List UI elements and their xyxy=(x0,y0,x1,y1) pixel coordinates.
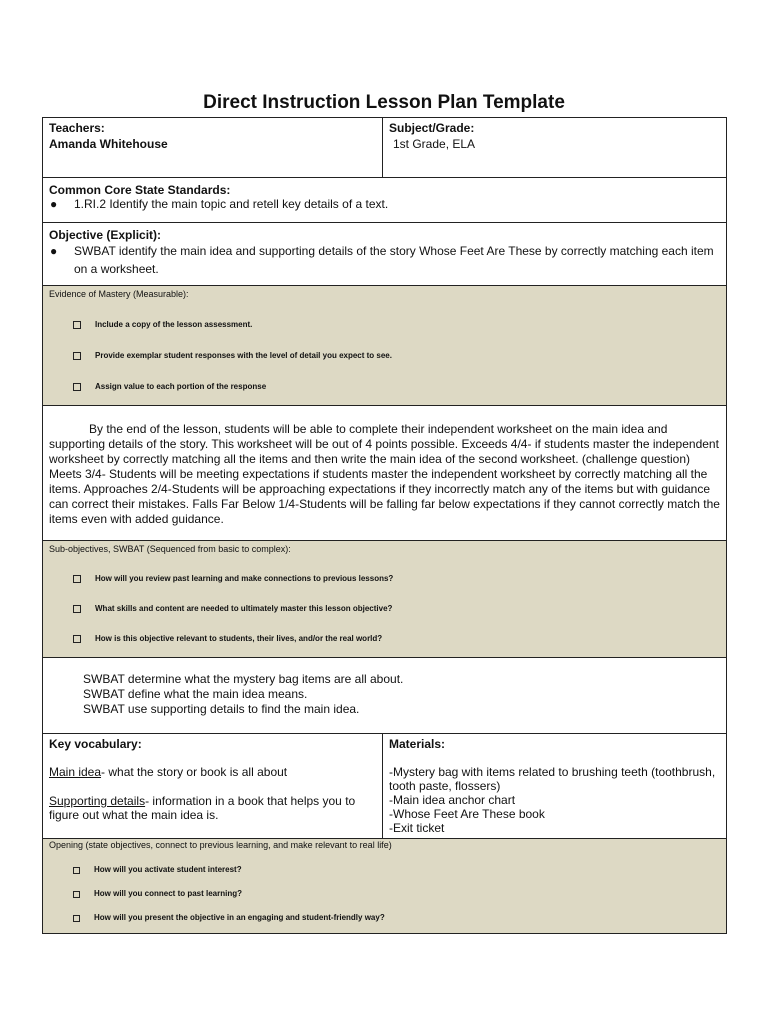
checkbox-icon xyxy=(73,605,81,613)
evidence-row xyxy=(43,286,727,406)
evidence-list xyxy=(49,309,720,402)
checkbox-icon xyxy=(73,352,81,360)
standards-bullet xyxy=(49,197,720,211)
list-item: Include a copy of the lesson assessment. xyxy=(73,309,720,340)
checkbox-icon xyxy=(73,891,80,898)
standards-item: 1.RI.2 Identify the main topic and retell key details of a text. xyxy=(74,197,389,211)
opening-row xyxy=(43,839,727,934)
vocab-materials-row xyxy=(43,734,727,839)
opening-label: Opening (state objectives, connect to previous learning, and make relevant to real life) xyxy=(49,840,392,850)
list-item: How will you connect to past learning? xyxy=(73,882,720,906)
list-item: Provide exemplar student responses with the level of detail you expect to see. xyxy=(73,340,720,371)
materials-item: -Exit ticket xyxy=(389,821,445,835)
swbat-line: SWBAT use supporting details to find the main idea. xyxy=(83,702,360,716)
standards-cell xyxy=(43,178,727,223)
opening-cell xyxy=(43,839,727,934)
swbat-row xyxy=(43,658,727,734)
lesson-plan-table xyxy=(42,117,727,934)
subject-value: 1st Grade, ELA xyxy=(393,137,476,151)
list-item: What skills and content are needed to ultimately master this lesson objective? xyxy=(73,594,720,624)
objective-label: Objective (Explicit): xyxy=(49,228,162,242)
bullet-icon: ● xyxy=(50,197,58,211)
list-item: How will you activate student interest? xyxy=(73,858,720,882)
vocabulary-entry-1 xyxy=(49,765,376,779)
teachers-row xyxy=(43,118,727,178)
subject-label: Subject/Grade: xyxy=(389,121,475,135)
subject-cell xyxy=(383,118,727,178)
materials-cell xyxy=(383,734,727,839)
checkbox-icon xyxy=(73,321,81,329)
bullet-icon: ● xyxy=(50,244,58,258)
vocabulary-term: Supporting details xyxy=(49,794,146,808)
list-item: Assign value to each portion of the response xyxy=(73,371,720,402)
subobjectives-row xyxy=(43,541,727,658)
mastery-paragraph: By the end of the lesson, students will be able to complete their independent worksheet on the main idea and supporting details of the story. This worksheet will be out of 4 points possible. Exceeds 4/4- if students master the independent worksheet by correctly matching all the items and then write the main idea of the second worksheet. (challenge question) Meets 3/4- Students will be meeting expectations if students master the independent worksheet by correctly matching all the items. Approaches 2/4-Students will be approaching expectations if they incorrectly match any of the items but with guidance can correct their mistakes. Falls Far Below 1/4-Students will be falling far below expectations if they cannot correctly match the items even with added guidance. xyxy=(49,422,720,526)
page-title: Direct Instruction Lesson Plan Template xyxy=(203,92,565,113)
materials-item: -Mystery bag with items related to brushing teeth (toothbrush, tooth paste, flossers) xyxy=(389,765,716,793)
subobjectives-label: Sub-objectives, SWBAT (Sequenced from basic to complex): xyxy=(49,544,291,554)
vocabulary-term: Main idea xyxy=(49,765,102,779)
vocabulary-definition: - what the story or book is all about xyxy=(101,765,288,779)
checkbox-icon xyxy=(73,867,80,874)
objective-cell xyxy=(43,223,727,286)
mastery-row xyxy=(43,406,727,541)
list-item: How will you present the objective in an engaging and student-friendly way? xyxy=(73,906,720,930)
materials-item: -Whose Feet Are These book xyxy=(389,807,545,821)
list-item: How is this objective relevant to students, their lives, and/or the real world? xyxy=(73,624,720,654)
opening-list xyxy=(49,858,720,930)
mastery-cell xyxy=(43,406,727,541)
teachers-value: Amanda Whitehouse xyxy=(49,137,168,151)
subobjectives-list xyxy=(49,564,720,654)
subobjectives-cell xyxy=(43,541,727,658)
objective-item: SWBAT identify the main idea and supporting details of the story Whose Feet Are These by correctly matching each item on a worksheet. xyxy=(74,244,714,276)
checkbox-icon xyxy=(73,575,81,583)
swbat-line: SWBAT define what the main idea means. xyxy=(83,687,308,701)
vocabulary-cell xyxy=(43,734,383,839)
materials-item: -Main idea anchor chart xyxy=(389,793,516,807)
materials-label: Materials: xyxy=(389,737,446,751)
materials-list xyxy=(389,765,720,835)
teachers-cell xyxy=(43,118,383,178)
swbat-cell xyxy=(43,658,727,734)
vocabulary-definition: - information in a book that helps you to figure out what the main idea is. xyxy=(49,794,356,822)
standards-label: Common Core State Standards: xyxy=(49,183,231,197)
standards-row xyxy=(43,178,727,223)
checkbox-icon xyxy=(73,383,81,391)
checkbox-icon xyxy=(73,635,81,643)
list-item: How will you review past learning and make connections to previous lessons? xyxy=(73,564,720,594)
vocabulary-entry-2 xyxy=(49,794,376,822)
objective-bullet xyxy=(49,242,720,278)
objective-row xyxy=(43,223,727,286)
checkbox-icon xyxy=(73,915,80,922)
teachers-label: Teachers: xyxy=(49,121,105,135)
swbat-line: SWBAT determine what the mystery bag items are all about. xyxy=(83,672,404,686)
evidence-cell xyxy=(43,286,727,406)
evidence-label: Evidence of Mastery (Measurable): xyxy=(49,289,189,299)
swbat-lines xyxy=(49,672,720,717)
vocabulary-label: Key vocabulary: xyxy=(49,737,142,751)
